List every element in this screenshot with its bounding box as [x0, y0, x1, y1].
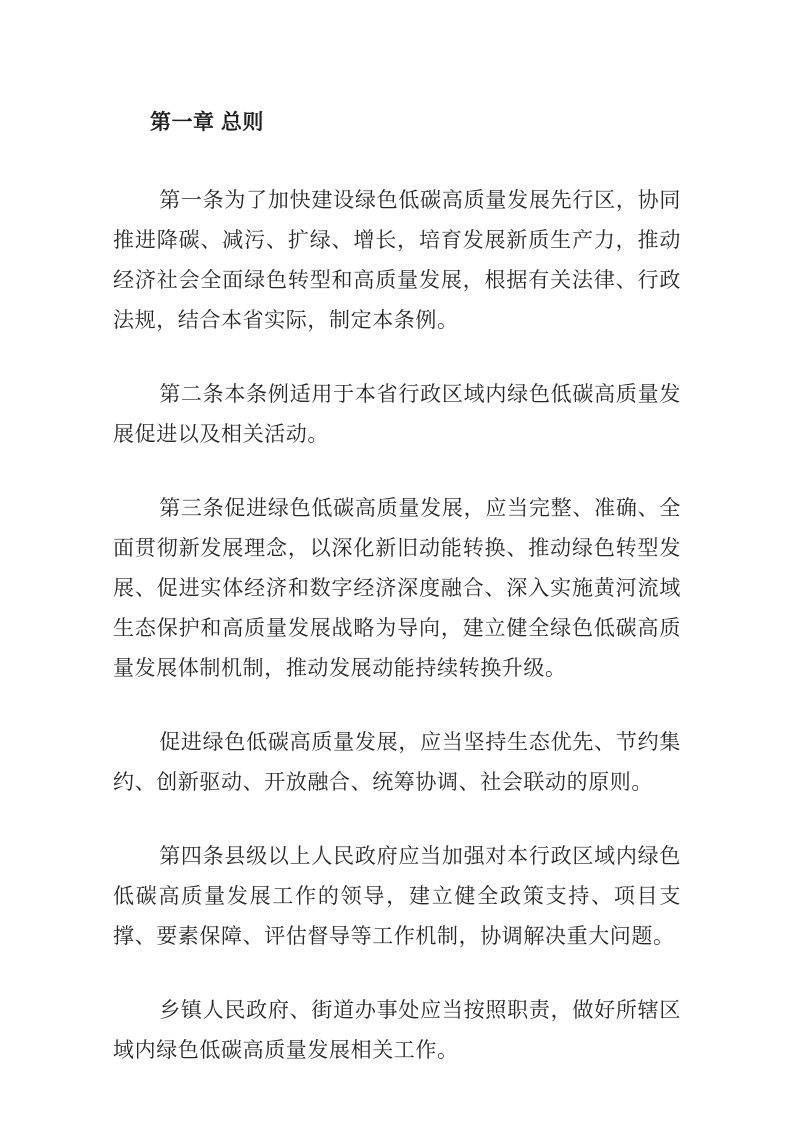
paragraph-article-3-principles: 促进绿色低碳高质量发展，应当坚持生态优先、节约集约、创新驱动、开放融合、统筹协调、社会联动的原则。: [113, 731, 681, 794]
paragraph-article-3: 第三条促进绿色低碳高质量发展，应当完整、准确、全面贯彻新发展理念，以深化新旧动能转换、推动绿色转型发展、促进实体经济和数字经济深度融合、深入实施黄河流域生态保护和高质量发展战略为导向，建立健全绿色低碳高质量发展体制机制，推动发展动能持续转换升级。: [113, 497, 681, 680]
paragraph-article-4: 第四条县级以上人民政府应当加强对本行政区域内绿色低碳高质量发展工作的领导，建立健全政策支持、项目支撑、要素保障、评估督导等工作机制，协调解决重大问题。: [113, 845, 681, 948]
paragraph-article-4-township: 乡镇人民政府、街道办事处应当按照职责，做好所辖区域内绿色低碳高质量发展相关工作。: [113, 999, 681, 1062]
paragraph-article-2: 第二条本条例适用于本省行政区域内绿色低碳高质量发展促进以及相关活动。: [113, 383, 681, 446]
chapter-heading: 第一章 总则: [150, 111, 264, 134]
paragraph-article-1: 第一条为了加快建设绿色低碳高质量发展先行区，协同推进降碳、减污、扩绿、增长，培育发展新质生产力，推动经济社会全面绿色转型和高质量发展，根据有关法律、行政法规，结合本省实际，制定本条例。: [113, 189, 681, 332]
